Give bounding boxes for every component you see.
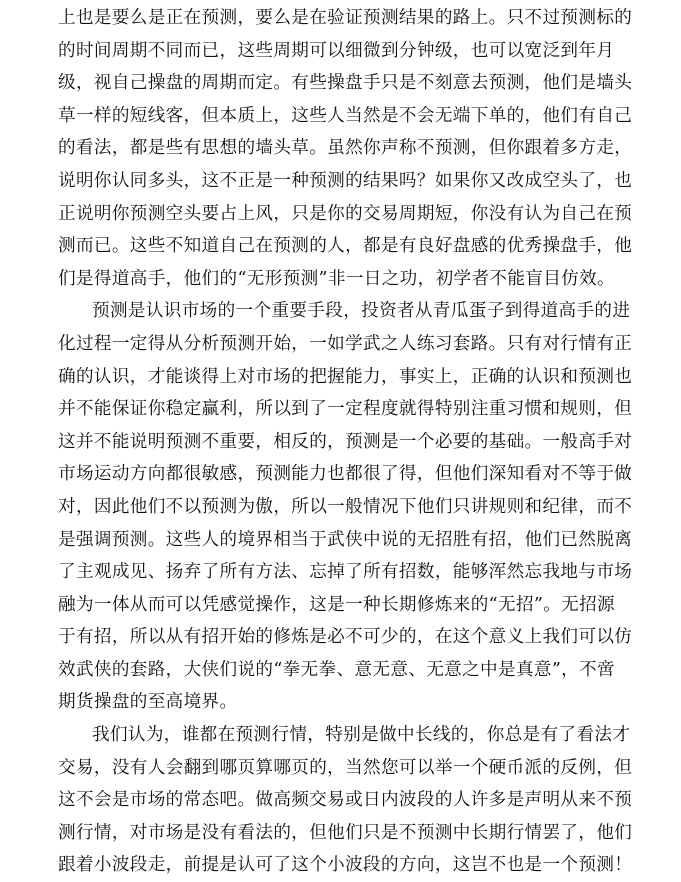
text-line: 说明你认同多头，这不正是一种预测的结果吗？如果你又改成空头了，也 — [58, 170, 633, 191]
text-line: 们是得道高手，他们的“无形预测”非一日之功，初学者不能盲目仿效。 — [58, 268, 616, 289]
text-line: 预测是认识市场的一个重要手段，投资者从青瓜蛋子到得道高手的进 — [92, 301, 631, 322]
text-line: 我们认为，谁都在预测行情，特别是做中长线的，你总是有了看法才 — [92, 725, 631, 746]
text-line: 市场运动方向都很敏感，预测能力也都很了得，但他们深知看对不等于做 — [58, 464, 633, 485]
text-line: 对，因此他们不以预测为傲，所以一般情况下他们只讲规则和纪律，而不 — [58, 496, 633, 517]
text-line: 效武侠的套路，大侠们说的“拳无拳、意无意、无意之中是真意”，不啻 — [58, 659, 616, 680]
text-line: 测而已。这些不知道自己在预测的人，都是有良好盘感的优秀操盘手，他 — [58, 236, 633, 257]
text-line: 草一样的短线客，但本质上，这些人当然是不会无端下单的，他们有自己 — [58, 105, 633, 126]
text-line: 确的认识，才能谈得上对市场的把握能力，事实上，正确的认识和预测也 — [58, 366, 633, 387]
text-line: 这并不能说明预测不重要，相反的，预测是一个必要的基础。一般高手对 — [58, 431, 633, 452]
text-line: 测行情，对市场是没有看法的，但他们只是不预测中长期行情罢了，他们 — [58, 822, 633, 843]
paragraph-2 — [58, 295, 681, 719]
paragraph-3 — [58, 719, 681, 882]
text-line: 期货操盘的至高境界。 — [58, 692, 238, 713]
text-line: 交易，没有人会翻到哪页算哪页的，当然您可以举一个硬币派的反例，但 — [58, 757, 633, 778]
text-line: 于有招，所以从有招开始的修炼是必不可少的，在这个意义上我们可以仿 — [58, 627, 633, 648]
paragraph-1 — [58, 2, 681, 295]
text-line: 融为一体从而可以凭感觉操作，这是一种长期修炼来的“无招”。无招源 — [58, 594, 616, 615]
text-line: 并不能保证你稳定赢利，所以到了一定程度就得特别注重习惯和规则，但 — [58, 399, 633, 420]
text-line: 上也是要么是正在预测，要么是在验证预测结果的路上。只不过预测标的 — [58, 8, 633, 28]
text-line: 了主观成见、扬弃了所有方法、忘掉了所有招数，能够浑然忘我地与市场 — [58, 562, 633, 583]
text-line: 化过程一定得从分析预测开始，一如学武之人练习套路。只有对行情有正 — [58, 333, 633, 354]
text-line: 正说明你预测空头要占上风，只是你的交易周期短，你没有认为自己在预 — [58, 203, 633, 224]
text-line: 跟着小波段走，前提是认可了这个小波段的方向，这岂不也是一个预测！ — [58, 855, 633, 876]
text-line: 是强调预测。这些人的境界相当于武侠中说的无招胜有招，他们已然脱离 — [58, 529, 633, 550]
text-line: 的看法，都是些有思想的墙头草。虽然你声称不预测，但你跟着多方走， — [58, 138, 633, 159]
text-line: 这不会是市场的常态吧。做高频交易或日内波段的人许多是声明从来不预 — [58, 790, 633, 811]
text-line: 的时间周期不同而已，这些周期可以细微到分钟级，也可以宽泛到年月 — [58, 40, 615, 61]
text-line: 级，视自己操盘的周期而定。有些操盘手只是不刻意去预测，他们是墙头 — [58, 73, 633, 94]
